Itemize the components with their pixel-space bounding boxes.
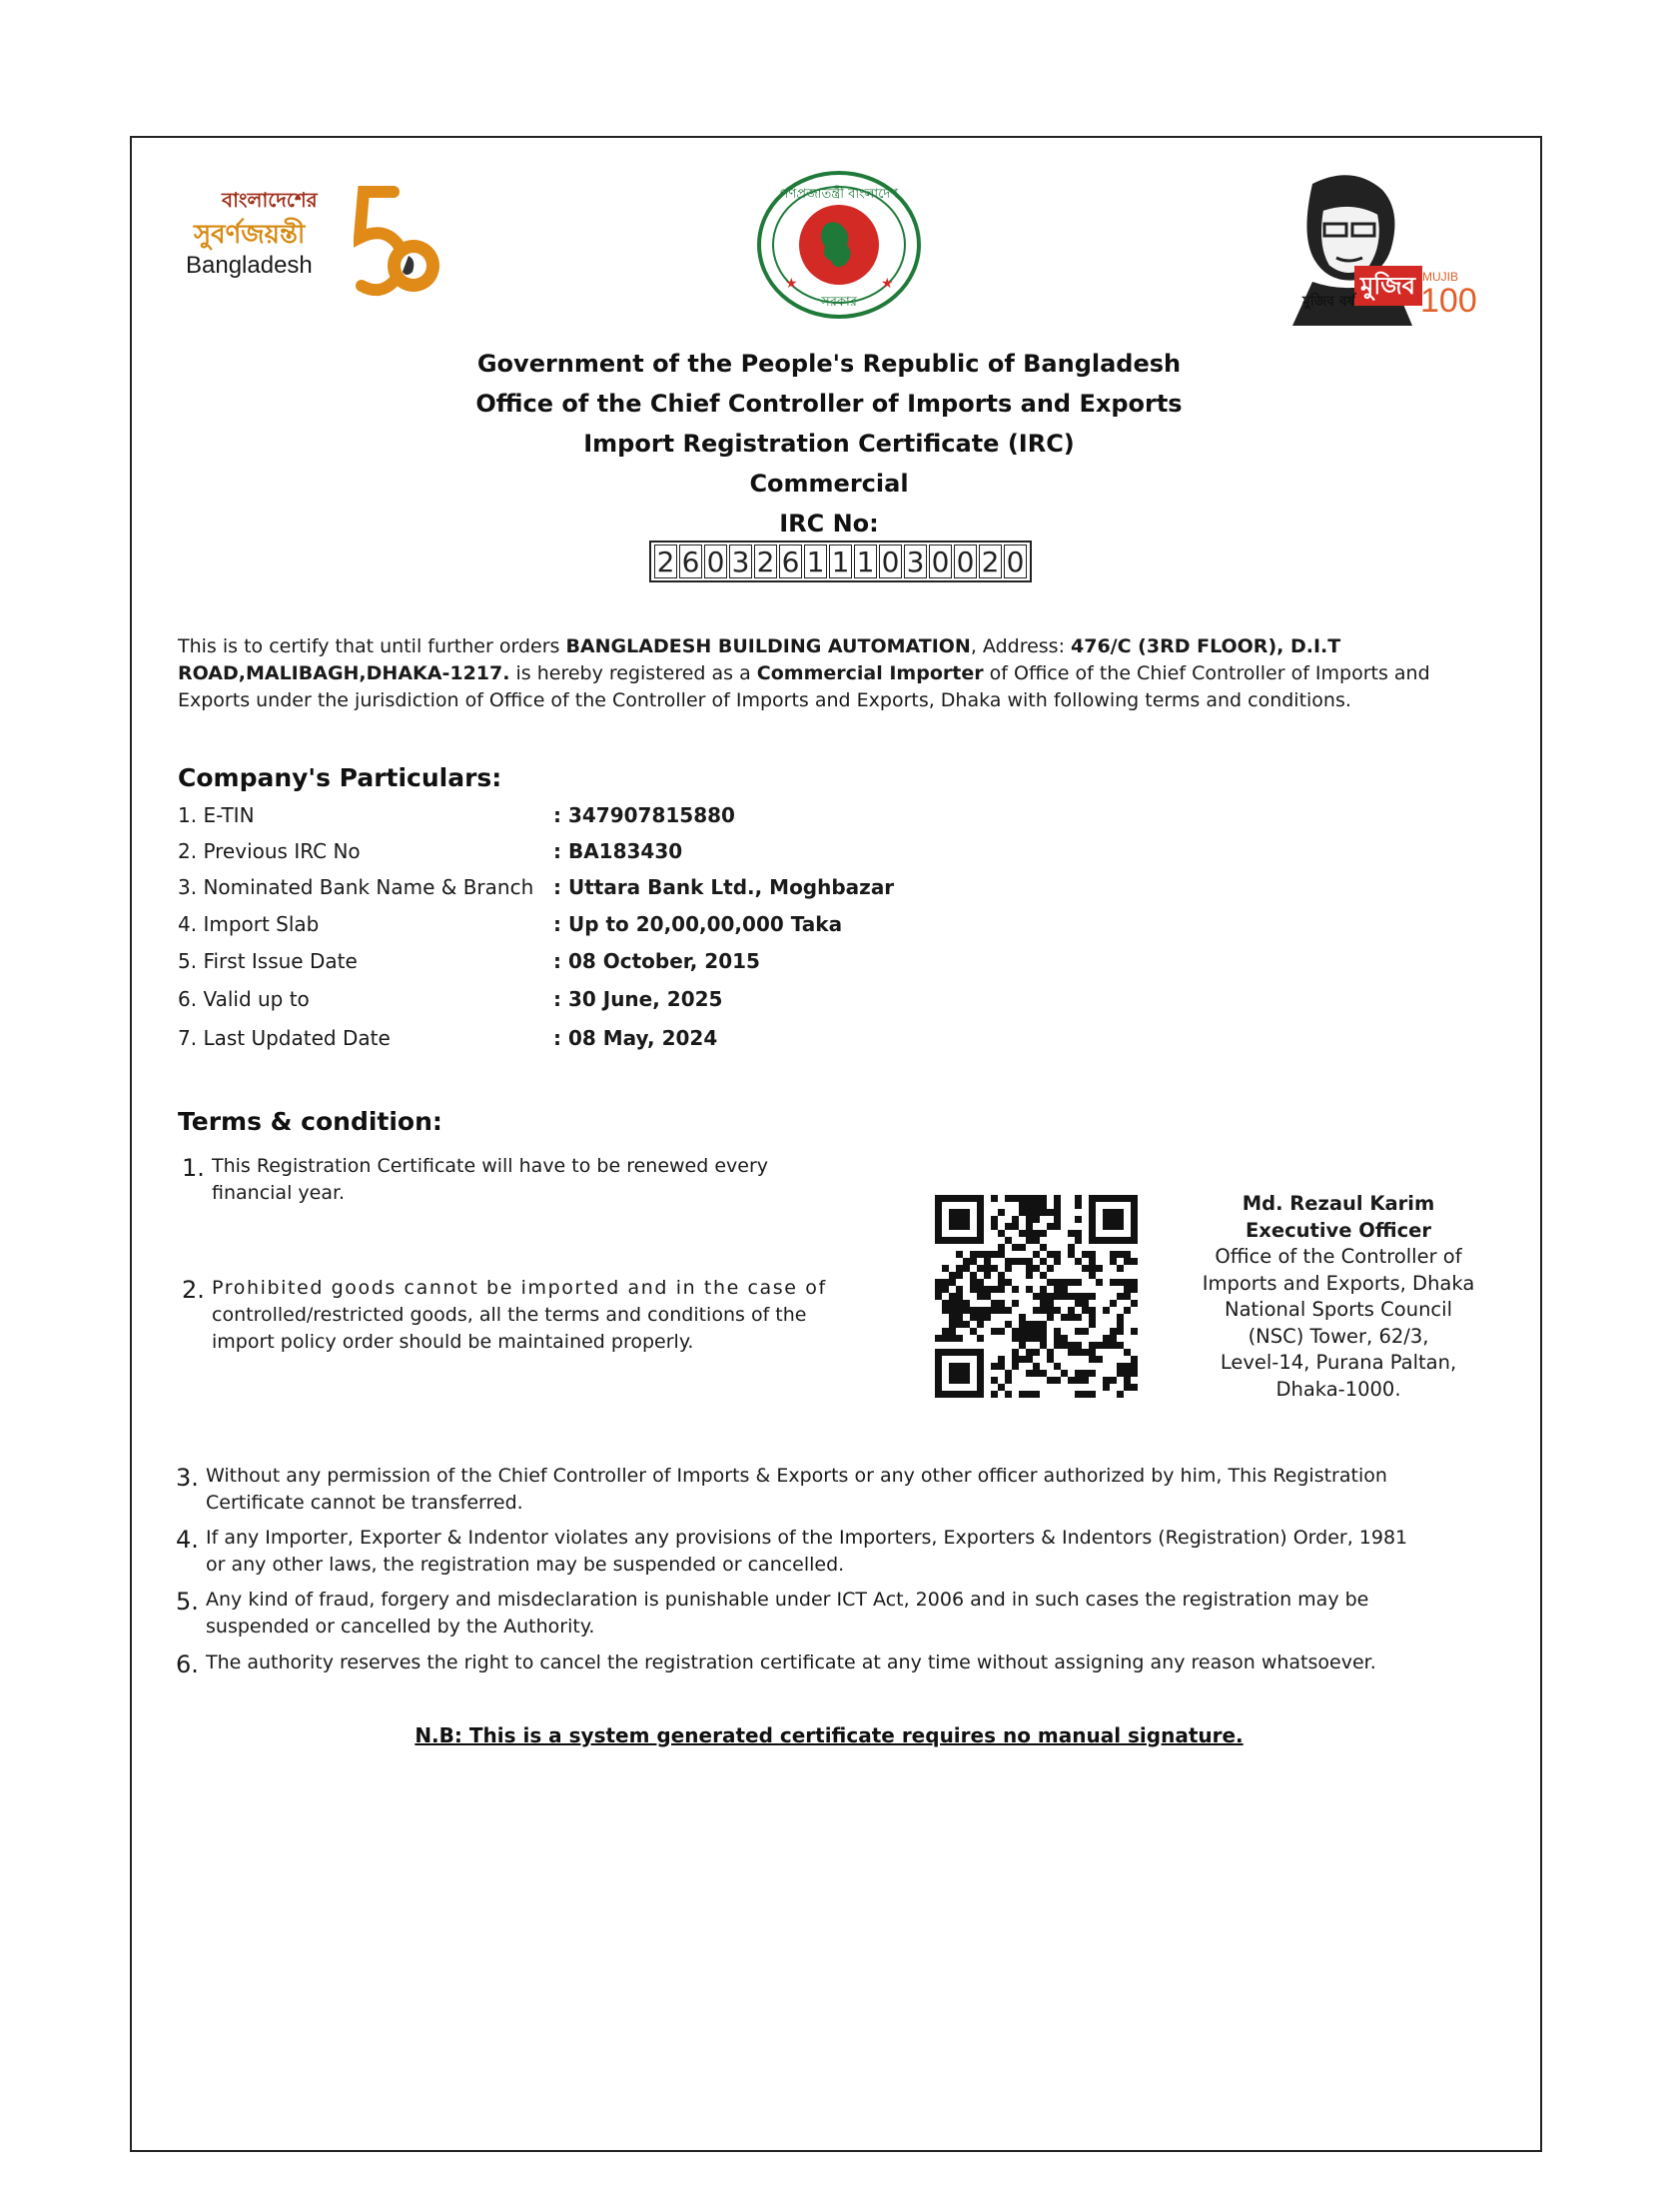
officer-address-line: Dhaka-1000.	[1275, 1377, 1401, 1401]
system-generated-note: N.B: This is a system generated certificate requires no manual signature.	[415, 1723, 1244, 1747]
particular-value: : Up to 20,00,00,000 Taka	[553, 912, 843, 936]
term-line: or any other laws, the registration may be suspended or cancelled.	[206, 1554, 845, 1576]
certify-text-4: of Office of the Chief Controller of Imports and Exports under the jurisdiction of Office of the Controller of Imports and Exports, Dhaka with following terms and conditions.	[178, 662, 1430, 711]
particular-row	[178, 803, 1077, 833]
term-line: controlled/restricted goods, all the terms and conditions of the	[212, 1304, 807, 1326]
mujib-100-logo	[1243, 166, 1482, 326]
irc-digit: 0	[929, 545, 952, 578]
term-text	[206, 1525, 1407, 1579]
term-line: If any Importer, Exporter & Indentor violates any provisions of the Importers, Exporters & Indentors (Registration) Order, 1981	[206, 1527, 1408, 1549]
term-line: Any kind of fraud, forgery and misdeclaration is punishable under ICT Act, 2006 and in such cases the registration may be	[206, 1589, 1369, 1611]
irc-digit: 1	[804, 545, 827, 578]
particular-row	[178, 949, 1077, 979]
term-text	[206, 1463, 1387, 1517]
svg-text:★: ★	[785, 275, 798, 291]
irc-digit: 0	[954, 545, 977, 578]
particular-label: 5. First Issue Date	[178, 949, 358, 973]
term-line: financial year.	[212, 1182, 346, 1204]
term-item	[176, 1587, 1514, 1642]
mujib-number: 100	[1420, 282, 1477, 320]
svg-text:★: ★	[881, 275, 894, 291]
officer-address-line: Level-14, Purana Paltan,	[1220, 1351, 1457, 1374]
term-text	[212, 1153, 768, 1207]
officer-signature-block	[1179, 1191, 1498, 1403]
term-number: 4.	[176, 1526, 199, 1554]
certify-text-2: , Address:	[970, 635, 1072, 657]
term-line: Certificate cannot be transferred.	[206, 1492, 523, 1514]
irc-number-label: IRC No:	[779, 510, 879, 538]
irc-digit: 6	[779, 545, 802, 578]
term-item	[176, 1525, 1514, 1581]
term-number: 6.	[176, 1650, 199, 1678]
particular-row	[178, 875, 1077, 905]
particular-label: 4. Import Slab	[178, 912, 320, 936]
irc-digit: 0	[1004, 545, 1027, 578]
government-seal-icon	[755, 170, 923, 320]
svg-text:সরকার: সরকার	[821, 295, 857, 310]
svg-text:মুজিব: মুজিব	[1360, 272, 1416, 300]
term-line: suspended or cancelled by the Authority.	[206, 1616, 595, 1638]
particular-label: 6. Valid up to	[178, 987, 310, 1011]
certify-text-3: is hereby registered as a	[509, 662, 757, 684]
term-line: This Registration Certificate will have to be renewed every	[212, 1155, 769, 1177]
particular-value: : Uttara Bank Ltd., Moghbazar	[553, 875, 895, 899]
particular-value: : 08 May, 2024	[553, 1026, 718, 1050]
officer-address-line: (NSC) Tower, 62/3,	[1248, 1324, 1429, 1348]
header-certificate-title: Import Registration Certificate (IRC)	[583, 430, 1075, 458]
qr-code-icon[interactable]	[931, 1193, 1141, 1399]
term-item	[176, 1649, 1514, 1679]
officer-address-line: National Sports Council	[1225, 1298, 1452, 1321]
particular-row	[178, 839, 1077, 869]
certify-paragraph	[178, 633, 1476, 714]
term-line: import policy order should be maintained properly.	[212, 1331, 694, 1353]
header-government: Government of the People's Republic of Bangladesh	[476, 350, 1182, 378]
term-line: Prohibited goods cannot be imported and in the case of	[212, 1277, 827, 1299]
particular-value: : 347907815880	[553, 803, 735, 827]
particular-label: 1. E-TIN	[178, 803, 255, 827]
term-number: 5.	[176, 1588, 199, 1616]
particular-row	[178, 987, 1077, 1017]
particulars-title: Company's Particulars:	[178, 763, 502, 792]
mujib-borsho-label: মুজিব বর্ষ	[1302, 294, 1355, 310]
term-text	[206, 1649, 1376, 1676]
officer-name: Md. Rezaul Karim	[1242, 1192, 1435, 1215]
header-office: Office of the Chief Controller of Imports and Exports	[475, 390, 1183, 418]
company-name: BANGLADESH BUILDING AUTOMATION	[565, 635, 971, 657]
irc-digit: 2	[654, 545, 677, 578]
irc-digit: 6	[679, 545, 702, 578]
irc-digit: 0	[879, 545, 902, 578]
term-number: 1.	[182, 1154, 205, 1182]
officer-address-line: Imports and Exports, Dhaka	[1202, 1271, 1475, 1295]
jubilee-bangla-line2: সুবর্ণজয়ন্তী	[194, 220, 306, 250]
golden-jubilee-50-icon	[354, 186, 445, 306]
irc-digit: 2	[754, 545, 777, 578]
golden-jubilee-logo	[186, 186, 445, 306]
particular-label: 3. Nominated Bank Name & Branch	[178, 875, 534, 899]
header-category: Commercial	[749, 470, 909, 498]
term-item	[176, 1463, 1514, 1519]
jubilee-bangla-line1: বাংলাদেশের	[222, 188, 318, 212]
term-number: 2.	[182, 1276, 205, 1304]
irc-digit: 0	[704, 545, 727, 578]
svg-text:গণপ্রজাতন্ত্রী বাংলাদেশ: গণপ্রজাতন্ত্রী বাংলাদেশ	[780, 187, 898, 202]
particular-label: 2. Previous IRC No	[178, 839, 361, 863]
irc-digit: 3	[904, 545, 927, 578]
officer-title: Executive Officer	[1245, 1218, 1432, 1242]
irc-digit: 3	[729, 545, 752, 578]
officer-address-line: Office of the Controller of	[1215, 1245, 1462, 1268]
term-text	[206, 1587, 1368, 1640]
particular-value: : 08 October, 2015	[553, 949, 760, 973]
term-line: Without any permission of the Chief Controller of Imports & Exports or any other officer authorized by him, This Registration	[206, 1465, 1387, 1487]
mujib-label: MUJIB	[1422, 270, 1458, 284]
term-item	[182, 1153, 901, 1213]
term-item	[182, 1275, 901, 1359]
particular-row	[178, 1026, 1077, 1056]
company-address: 476/C (3RD FLOOR), D.I.T ROAD,MALIBAGH,DHAKA-1217.	[178, 635, 1341, 684]
terms-title: Terms & condition:	[178, 1107, 442, 1136]
particular-value: : BA183430	[553, 839, 683, 863]
irc-digit: 1	[829, 545, 852, 578]
jubilee-english-label: Bangladesh	[186, 252, 313, 279]
term-line: The authority reserves the right to cancel the registration certificate at any time without assigning any reason whatsoever.	[206, 1651, 1376, 1673]
registration-role: Commercial Importer	[756, 662, 984, 684]
particular-row	[178, 912, 1077, 942]
irc-digit: 2	[979, 545, 1002, 578]
irc-digit: 1	[854, 545, 877, 578]
particular-label: 7. Last Updated Date	[178, 1026, 391, 1050]
certify-text-1: This is to certify that until further orders	[178, 635, 566, 657]
term-number: 3.	[176, 1464, 199, 1492]
particular-value: : 30 June, 2025	[553, 987, 723, 1011]
irc-number-digits	[649, 541, 1032, 582]
